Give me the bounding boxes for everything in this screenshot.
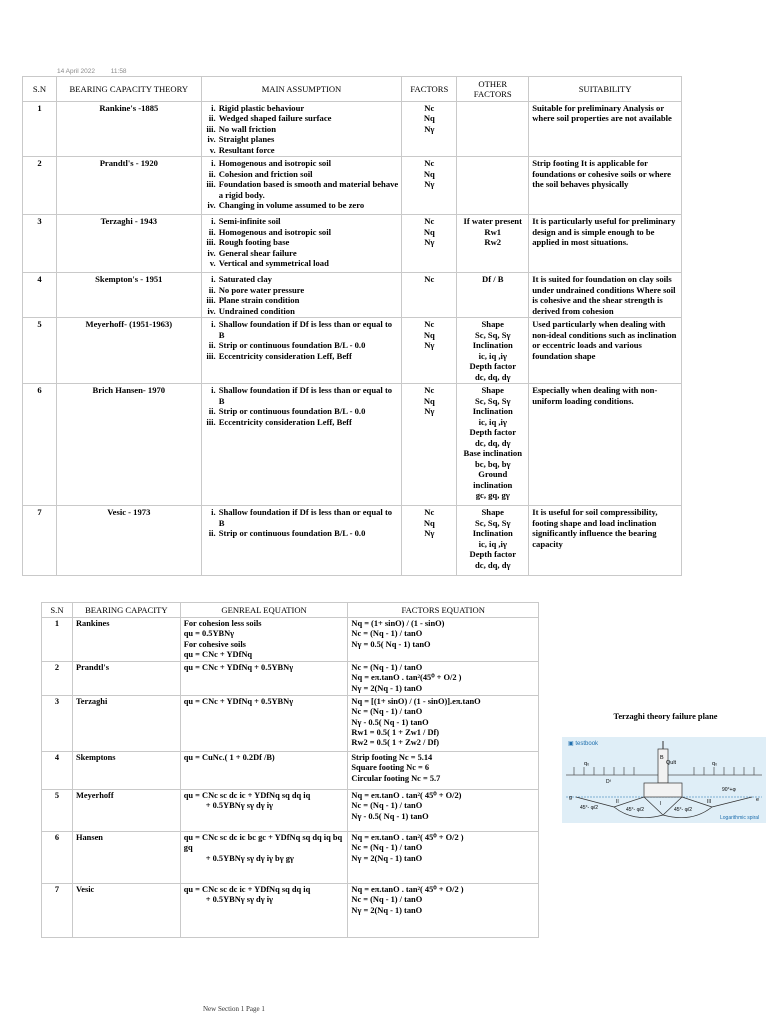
factor-item: Nc <box>424 103 435 113</box>
note-date: 14 April 2022 <box>57 68 95 75</box>
assumption-number: iv. <box>207 305 216 316</box>
other-factor-item: Shape <box>481 507 504 518</box>
table-row <box>23 273 682 318</box>
row-sn: 1 <box>23 102 57 157</box>
assumption-item <box>205 406 399 416</box>
other-factor-item: ic, iq ,iγ <box>478 416 507 427</box>
other-factor-item: Inclination <box>472 340 513 351</box>
equation-line: Nc = (Nq - 1) / tanO <box>351 663 423 672</box>
equation-line: Nγ - 0.5( Nq - 1) tanO <box>351 717 429 727</box>
assumption-number: ii. <box>208 113 216 124</box>
angle-label-2: 45°- φ/2 <box>626 807 645 813</box>
equation-line: For cohesive soils <box>183 639 246 649</box>
df-label: Dᶠ <box>606 779 611 785</box>
row-factors-equation <box>348 752 539 790</box>
row-suitability: Especially when dealing with non-uniform loading conditions. <box>529 384 682 506</box>
row-sn: 3 <box>23 215 57 273</box>
equation-line: For cohesion less soils <box>183 619 262 628</box>
row-other-factors <box>457 157 529 215</box>
zone-iii-right: III <box>707 799 712 805</box>
other-factor-item: gc, gq, gγ <box>475 490 510 501</box>
angle-label-3: 45°- φ/2 <box>674 807 693 813</box>
other-factor-item: Inclination <box>472 406 513 417</box>
other-factor-item: Df / B <box>482 274 504 285</box>
assumption-item <box>205 507 399 528</box>
assumption-item <box>205 237 399 247</box>
row-general-equation <box>180 618 348 662</box>
assumption-item <box>205 124 399 134</box>
other-factor-item: Shape <box>481 385 504 396</box>
header-theory: BEARING CAPACITY THEORY <box>56 77 201 102</box>
row-factors-equation <box>348 618 539 662</box>
equation-line: Nq = eπ.tanO . tan²( 45⁰ + O/2 ) <box>351 885 464 894</box>
factor-item: Nγ <box>424 123 435 134</box>
row-sn: 6 <box>42 832 73 884</box>
factor-item: Nγ <box>424 237 435 248</box>
header-assumption: MAIN ASSUMPTION <box>201 77 402 102</box>
other-factor-item: ic, iq ,iγ <box>478 350 507 361</box>
assumption-number: ii. <box>208 284 216 295</box>
row-suitability: It is particularly useful for preliminary design and is simple enough to be applied in most situations. <box>529 215 682 273</box>
factor-item: Nγ <box>424 340 435 351</box>
factor-item: Nγ <box>424 406 435 417</box>
header-factors-equation: FACTORS EQUATION <box>348 603 539 618</box>
other-factor-item: Depth factor <box>469 427 517 438</box>
assumption-text: Strip or continuous foundation B/L - 0.0 <box>218 340 366 351</box>
failure-plane-diagram <box>562 737 766 823</box>
figure-title: Terzaghi theory failure plane <box>613 712 718 721</box>
assumption-item <box>205 274 399 284</box>
assumption-item <box>205 103 399 113</box>
row-sn: 2 <box>23 157 57 215</box>
factor-item: Nc <box>424 507 435 518</box>
assumption-text: Rigid plastic behaviour <box>218 103 305 113</box>
equation-line: + 0.5YBNγ sγ dγ iγ <box>205 895 273 905</box>
assumption-list <box>205 507 399 538</box>
row-sn: 7 <box>42 884 73 938</box>
equation-line: qu = CNc sc dc ic bc gc + YDfNq sq dq iq bq gq <box>183 833 343 853</box>
assumption-number: i. <box>211 158 216 169</box>
equation-line: Rw1 = 0.5( 1 + Zw1 / Df) <box>351 727 440 737</box>
zone-iii-left: II <box>616 799 619 805</box>
assumption-text: Foundation based is smooth and material behave a rigid body. <box>218 179 399 200</box>
assumption-list <box>205 216 399 268</box>
assumption-number: iii. <box>206 350 216 361</box>
equation-line: Square footing Nc = 6 <box>351 763 430 773</box>
header-sn: S.N <box>42 603 73 618</box>
assumption-item <box>205 340 399 350</box>
equation-line: qu = CNc + YDfNq + 0.5YBNγ <box>183 663 294 672</box>
assumption-text: Wedged shaped failure surface <box>218 113 332 124</box>
assumption-item <box>205 295 399 305</box>
other-factor-item: dc, dq, dγ <box>474 437 511 448</box>
point-e: e <box>756 797 760 803</box>
equation-line: Nc = (Nq - 1) / tanO <box>351 707 423 717</box>
table-row <box>42 884 539 938</box>
assumption-number: i. <box>211 319 216 330</box>
row-assumptions <box>201 157 402 215</box>
row-general-equation <box>180 696 348 752</box>
assumption-item <box>205 113 399 123</box>
row-sn: 6 <box>23 384 57 506</box>
assumption-text: General shear failure <box>218 247 297 258</box>
row-other-factors <box>457 273 529 318</box>
row-general-equation <box>180 662 348 696</box>
assumption-number: iii. <box>206 237 216 248</box>
row-theory: Rankine's -1885 <box>56 102 201 157</box>
equation-line: Nγ = 2(Nq - 1) tanO <box>351 853 423 863</box>
assumption-item <box>205 216 399 226</box>
assumption-text: Eccentricity consideration Leff, Beff <box>218 350 352 361</box>
equation-line: Strip footing Nc = 5.14 <box>351 753 433 762</box>
equation-line: Nc = (Nq - 1) / tanO <box>351 801 423 811</box>
point-g: g <box>569 795 573 801</box>
row-assumptions <box>201 318 402 384</box>
table-row <box>42 790 539 832</box>
assumption-number: iii. <box>206 123 216 134</box>
q0-left-label: q₀ <box>584 761 590 767</box>
assumption-text: Rough footing base <box>218 237 290 248</box>
factor-item: Nγ <box>424 528 435 539</box>
assumption-item <box>205 179 399 200</box>
angle-label-4: 90°+φ <box>722 787 736 793</box>
factor-item: Nc <box>424 385 435 396</box>
row-other-factors <box>457 215 529 273</box>
other-factor-item: Sc, Sq, Sγ <box>474 329 511 340</box>
assumption-text: Plane strain condition <box>218 295 300 306</box>
assumption-number: v. <box>209 258 216 269</box>
table-row <box>23 157 682 215</box>
row-factors-equation <box>348 832 539 884</box>
footing-base <box>644 783 682 797</box>
table-row <box>42 752 539 790</box>
row-suitability: Strip footing It is applicable for foundations or cohesive soils or where the soil behaves physically <box>529 157 682 215</box>
assumption-item <box>205 417 399 427</box>
row-assumptions <box>201 506 402 576</box>
factor-item: Nq <box>423 226 435 237</box>
row-assumptions <box>201 384 402 506</box>
row-factors-equation <box>348 790 539 832</box>
assumption-text: Semi-infinite soil <box>218 216 281 227</box>
table-row <box>23 318 682 384</box>
equation-line: Nc = (Nq - 1) / tanO <box>351 843 423 853</box>
assumption-text: Undrained condition <box>218 305 295 316</box>
assumption-number: i. <box>211 385 216 396</box>
other-factor-item: dc, dq, dγ <box>474 371 511 382</box>
other-factor-item: ic, iq ,iγ <box>478 538 507 549</box>
assumption-number: iii. <box>206 295 216 306</box>
header-sn: S.N <box>23 77 57 102</box>
row-sn: 4 <box>42 752 73 790</box>
other-factor-item: Ground <box>478 469 508 480</box>
assumption-list <box>205 319 399 361</box>
page-footer: New Section 1 Page 1 <box>203 1005 265 1013</box>
assumption-number: i. <box>211 216 216 227</box>
assumption-number: ii. <box>208 528 216 539</box>
row-suitability: Suitable for preliminary Analysis or where soil properties are not available <box>529 102 682 157</box>
row-theory: Terzaghi - 1943 <box>56 215 201 273</box>
row-other-factors <box>457 102 529 157</box>
row-name: Rankines <box>72 618 180 662</box>
row-name: Meyerhoff <box>72 790 180 832</box>
assumption-item <box>205 528 399 538</box>
assumption-text: Homogenous and isotropic soil <box>218 226 331 237</box>
equation-line: Circular footing Nc = 5.7 <box>351 773 441 783</box>
table-row <box>42 832 539 884</box>
assumption-number: ii. <box>208 406 216 417</box>
row-sn: 7 <box>23 506 57 576</box>
other-factor-item: bc, bq, bγ <box>474 458 511 469</box>
row-factors <box>402 102 457 157</box>
note-time: 11:58 <box>110 68 127 75</box>
bearing-theory-table <box>22 76 682 576</box>
assumption-text: Shallow foundation if Df is less than or equal to B <box>218 507 393 528</box>
equation-line: qu = CNc sc dc ic + YDfNq sq dq iq <box>183 791 311 800</box>
assumption-number: iv. <box>207 247 216 258</box>
factor-item: Nγ <box>424 179 435 190</box>
terzaghi-failure-figure <box>562 737 766 823</box>
assumption-number: ii. <box>208 168 216 179</box>
row-other-factors <box>457 506 529 576</box>
table-row <box>23 215 682 273</box>
equation-line: Nq = eπ.tanO . tan²( 45⁰ + O/2 ) <box>351 833 464 842</box>
assumption-item <box>205 306 399 316</box>
angle-label-1: 45°- φ/2 <box>580 805 599 811</box>
row-factors-equation <box>348 884 539 938</box>
table-row <box>23 102 682 157</box>
equation-line: qu = CNc sc dc ic + YDfNq sq dq iq <box>183 885 311 894</box>
row-name: Prandtl's <box>72 662 180 696</box>
assumption-number: iv. <box>207 134 216 145</box>
assumption-number: iii. <box>206 416 216 427</box>
row-other-factors <box>457 318 529 384</box>
equation-table <box>41 602 539 938</box>
header-bearing-capacity: BEARING CAPACITY <box>72 603 180 618</box>
other-factor-item: If water present <box>463 216 522 227</box>
assumption-text: Eccentricity consideration Leff, Beff <box>218 416 352 427</box>
factor-item: Nc <box>424 319 435 330</box>
assumption-text: Straight planes <box>218 134 275 145</box>
header-suitability: SUITABILITY <box>529 77 682 102</box>
assumption-item <box>205 158 399 168</box>
other-factor-item: Depth factor <box>469 361 517 372</box>
assumption-number: i. <box>211 103 216 113</box>
table-row <box>23 506 682 576</box>
assumption-text: No pore water pressure <box>218 284 305 295</box>
assumption-text: No wall friction <box>218 123 276 134</box>
row-factors <box>402 215 457 273</box>
row-suitability: Used particularly when dealing with non-ideal conditions such as inclination or eccentric loads and various foundation shape <box>529 318 682 384</box>
other-factor-item: Depth factor <box>469 549 517 560</box>
other-factor-item: Rw2 <box>484 237 502 248</box>
header-factors: FACTORS <box>402 77 457 102</box>
assumption-item <box>205 145 399 155</box>
assumption-text: Strip or continuous foundation B/L - 0.0 <box>218 406 366 417</box>
other-factor-item: Base inclination <box>463 448 522 459</box>
row-assumptions <box>201 215 402 273</box>
factor-item: Nq <box>423 395 435 406</box>
factor-item: Nq <box>423 168 435 179</box>
row-sn: 3 <box>42 696 73 752</box>
assumption-item <box>205 258 399 268</box>
note-timestamp <box>57 68 141 75</box>
equation-line: Nq = (1+ sinO) / (1 - sinO) <box>351 619 445 628</box>
equation-line: Nγ = 2(Nq - 1) tanO <box>351 905 423 915</box>
row-theory: Meyerhoff- (1951-1963) <box>56 318 201 384</box>
row-theory: Prandtl's - 1920 <box>56 157 201 215</box>
assumption-number: v. <box>209 144 216 155</box>
row-factors <box>402 273 457 318</box>
row-suitability: It is useful for soil compressibility, footing shape and load inclination significantly influence the bearing capacity <box>529 506 682 576</box>
assumption-text: Saturated clay <box>218 274 272 285</box>
equation-line: qu = 0.5YBNγ <box>183 629 235 639</box>
table-row <box>23 384 682 506</box>
assumption-number: i. <box>211 274 216 285</box>
equation-line: qu = CuNc.( 1 + 0.2Df /B) <box>183 753 275 762</box>
row-name: Hansen <box>72 832 180 884</box>
other-factor-item: dc, dq, dγ <box>474 559 511 570</box>
q0-right-label: q₀ <box>712 761 718 767</box>
factor-item: Nq <box>423 329 435 340</box>
equation-line: Nγ - 0.5( Nq - 1) tanO <box>351 811 429 821</box>
row-general-equation <box>180 752 348 790</box>
row-factors <box>402 318 457 384</box>
row-factors <box>402 157 457 215</box>
equation-line: Nγ = 0.5( Nq - 1) tanO <box>351 639 431 649</box>
row-factors-equation <box>348 662 539 696</box>
table-row <box>42 618 539 662</box>
other-factor-item: Shape <box>481 319 504 330</box>
row-other-factors <box>457 384 529 506</box>
table-row <box>42 662 539 696</box>
row-sn: 2 <box>42 662 73 696</box>
equation-line: + 0.5YBNγ sγ dγ iγ bγ gγ <box>205 853 294 863</box>
equation-line: Nq = eπ.tanO . tan²( 45⁰ + O/2) <box>351 791 462 800</box>
factor-item: Nq <box>423 517 435 528</box>
assumption-text: Vertical and symmetrical load <box>218 258 329 269</box>
row-factors <box>402 506 457 576</box>
row-theory: Brich Hansen- 1970 <box>56 384 201 506</box>
assumption-text: Strip or continuous foundation B/L - 0.0 <box>218 528 366 539</box>
assumption-number: iv. <box>207 200 216 211</box>
qult-label: Qult <box>666 760 677 766</box>
assumption-number: iii. <box>206 179 216 190</box>
equation-line: Rw2 = 0.5( 1 + Zw2 / Df) <box>351 738 440 747</box>
row-assumptions <box>201 102 402 157</box>
assumption-item <box>205 134 399 144</box>
equation-line: Nq = [(1+ sinO) / (1 - sinO)].eπ.tanO <box>351 697 481 706</box>
assumption-list <box>205 158 399 210</box>
factor-item: Nc <box>424 216 435 227</box>
equation-line: + 0.5YBNγ sγ dγ iγ <box>205 801 273 811</box>
assumption-item <box>205 351 399 361</box>
assumption-item <box>205 227 399 237</box>
other-factor-item: Rw1 <box>484 226 502 237</box>
table-row <box>42 696 539 752</box>
assumption-item <box>205 169 399 179</box>
equation-line: qu = CNc + YDfNq <box>183 649 253 659</box>
row-suitability: It is suited for foundation on clay soils under undrained conditions Where soil is cohesive and the shear strength is derived from cohesion <box>529 273 682 318</box>
assumption-item <box>205 248 399 258</box>
assumption-text: Changing in volume assumed to be zero <box>218 200 365 211</box>
width-label: B <box>660 755 664 761</box>
assumption-item <box>205 285 399 295</box>
other-factor-item: inclination <box>473 479 513 490</box>
row-name: Skemptons <box>72 752 180 790</box>
assumption-text: Resultant force <box>218 144 275 155</box>
row-sn: 4 <box>23 273 57 318</box>
row-name: Terzaghi <box>72 696 180 752</box>
assumption-list <box>205 103 399 155</box>
assumption-text: Shallow foundation if Df is less than or equal to B <box>218 319 393 340</box>
row-sn: 5 <box>23 318 57 384</box>
factor-item: Nc <box>424 274 435 285</box>
equation-line: Nc = (Nq - 1) / tanO <box>351 629 423 639</box>
factor-item: Nq <box>423 113 435 124</box>
assumption-number: ii. <box>208 226 216 237</box>
other-factor-item: Inclination <box>472 528 513 539</box>
row-general-equation <box>180 884 348 938</box>
row-general-equation <box>180 832 348 884</box>
assumption-text: Shallow foundation if Df is less than or equal to B <box>218 385 393 406</box>
row-theory: Skempton's - 1951 <box>56 273 201 318</box>
header-general-equation: GENREAL EQUATION <box>180 603 348 618</box>
equation-line: Nγ = 2(Nq - 1) tanO <box>351 683 423 693</box>
factor-item: Nc <box>424 158 435 169</box>
header-other-factors: OTHER FACTORS <box>457 77 529 102</box>
assumption-item <box>205 200 399 210</box>
row-factors-equation <box>348 696 539 752</box>
row-sn: 5 <box>42 790 73 832</box>
assumption-list <box>205 274 399 316</box>
equation-line: qu = CNc + YDfNq + 0.5YBNγ <box>183 697 294 706</box>
other-factor-item: Sc, Sq, Sγ <box>474 395 511 406</box>
assumption-number: i. <box>211 507 216 518</box>
brand-logo: ▣ testbook <box>568 741 599 747</box>
zone-i: I <box>660 801 662 807</box>
assumption-item <box>205 385 399 406</box>
assumption-text: Homogenous and isotropic soil <box>218 158 331 169</box>
row-assumptions <box>201 273 402 318</box>
equation-line: Nq = eπ.tanO . tan²(45⁰ + O/2 ) <box>351 673 462 683</box>
assumption-list <box>205 385 399 427</box>
row-name: Vesic <box>72 884 180 938</box>
row-sn: 1 <box>42 618 73 662</box>
assumption-number: ii. <box>208 340 216 351</box>
equation-line: Nc = (Nq - 1) / tanO <box>351 895 423 905</box>
other-factor-item: Sc, Sq, Sγ <box>474 517 511 528</box>
assumption-item <box>205 319 399 340</box>
spiral-label: Logarithmic spiral <box>720 815 760 821</box>
row-general-equation <box>180 790 348 832</box>
row-factors <box>402 384 457 506</box>
assumption-text: Cohesion and friction soil <box>218 168 313 179</box>
row-theory: Vesic - 1973 <box>56 506 201 576</box>
